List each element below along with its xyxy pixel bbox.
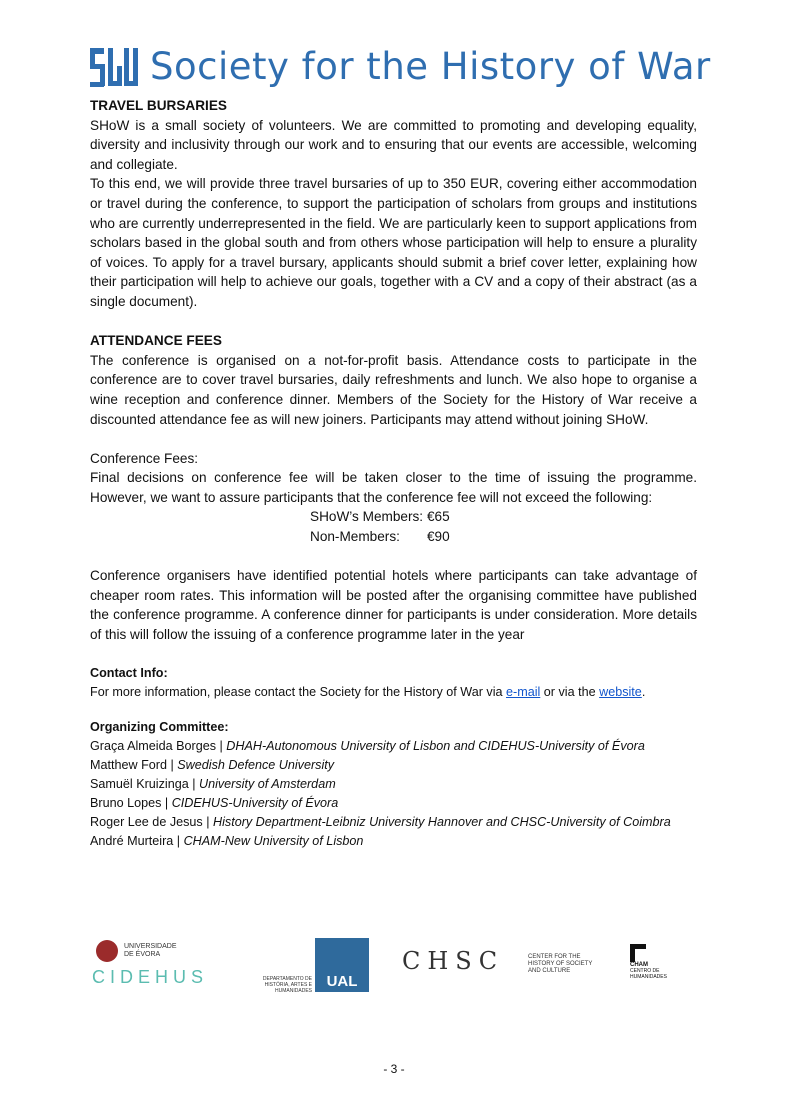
committee-heading: Organizing Committee: <box>90 720 229 735</box>
partner-logos <box>90 936 690 996</box>
fee-row: Non-Members: €90 <box>310 529 450 545</box>
contact-heading: Contact Info: <box>90 666 168 681</box>
committee-member: Roger Lee de Jesus | History Department-Leibniz University Hannover and CHSC-University of Coimbra <box>90 815 671 830</box>
attendance-paragraph-2: Final decisions on conference fee will be taken closer to the time of issuing the programme. However, we want to assure participants that the conference fee will not exceed the following: <box>90 470 697 505</box>
attendance-paragraph-1: The conference is organised on a not-for-profit basis. Attendance costs to participate in the conference are to cover travel bursaries, daily refreshments and lunch. We also hope to organise a wine reception and conference dinner. Members of the Society for the History of War receive a discounted attendance fee as will new joiners. Participants may attend without joining SHoW. <box>90 352 697 427</box>
chsc-logo: CHSC <box>402 947 505 975</box>
contact-text: For more information, please contact the Society for the History of War via e-mail or via the website. <box>90 685 646 700</box>
cidehus-logo: CIDEHUS <box>92 967 209 987</box>
committee-member: Samuël Kruizinga | University of Amsterdam <box>90 777 336 792</box>
evora-logo: UNIVERSIDADE DE ÉVORA <box>96 940 174 962</box>
fee-row: SHoW’s Members: €65 <box>310 509 450 525</box>
committee-member: André Murteira | CHAM-New University of Lisbon <box>90 834 364 849</box>
attendance-paragraph-3: Conference organisers have identified potential hotels where participants can take advantage of cheaper room rates. This information will be posted after the organising committee have published the conference programme. A conference dinner for participants is under consideration. More details of this will follow the issuing of a conference programme later in the year <box>90 568 697 643</box>
travel-heading: TRAVEL BURSARIES <box>90 98 227 113</box>
travel-paragraph-1: SHoW is a small society of volunteers. We are committed to promoting and developing equality, diversity and inclusivity through our work and to ensuring that our events are accessible, welcoming and collegiate. <box>90 117 697 172</box>
committee-member: Bruno Lopes | CIDEHUS-University of Évora <box>90 796 339 811</box>
fees-label: Conference Fees: <box>90 450 199 466</box>
committee-member: Matthew Ford | Swedish Defence University <box>90 758 335 773</box>
website-link[interactable]: website <box>599 685 642 700</box>
society-title: Society for the History of War <box>150 45 711 88</box>
cham-logo: CHAM CENTRO DE HUMANIDADES <box>630 944 680 980</box>
chsc-label: CENTER FOR THE HISTORY OF SOCIETY AND CULTURE <box>528 954 593 974</box>
page-number: - 3 - <box>383 1062 405 1076</box>
committee-list <box>90 737 697 851</box>
ual-logo: UAL <box>315 938 369 992</box>
email-link[interactable]: e-mail <box>506 685 541 700</box>
committee-member: Graça Almeida Borges | DHAH-Autonomous University of Lisbon and CIDEHUS-University of Évora <box>90 739 645 754</box>
fees-table <box>310 507 697 546</box>
travel-paragraph-2: To this end, we will provide three travel bursaries of up to 350 EUR, covering either accommodation or travel during the conference, to support the participation of scholars from groups and institutions who are currently underrepresented in the field. We are particularly keen to support applications from scholars based in the global south and from others whose participation will help to ensure a plurality of voices. To apply for a travel bursary, applicants should submit a brief cover letter, explaining how their participation will help to achieve our goals, together with a CV and a copy of their abstract (as a single document). <box>90 176 697 309</box>
attendance-heading: ATTENDANCE FEES <box>90 333 222 349</box>
document-body <box>90 96 697 851</box>
show-logo <box>90 44 138 90</box>
header <box>90 44 711 90</box>
dept-label: DEPARTAMENTO DE HISTÓRIA, ARTES E HUMANIDADES <box>262 976 312 994</box>
